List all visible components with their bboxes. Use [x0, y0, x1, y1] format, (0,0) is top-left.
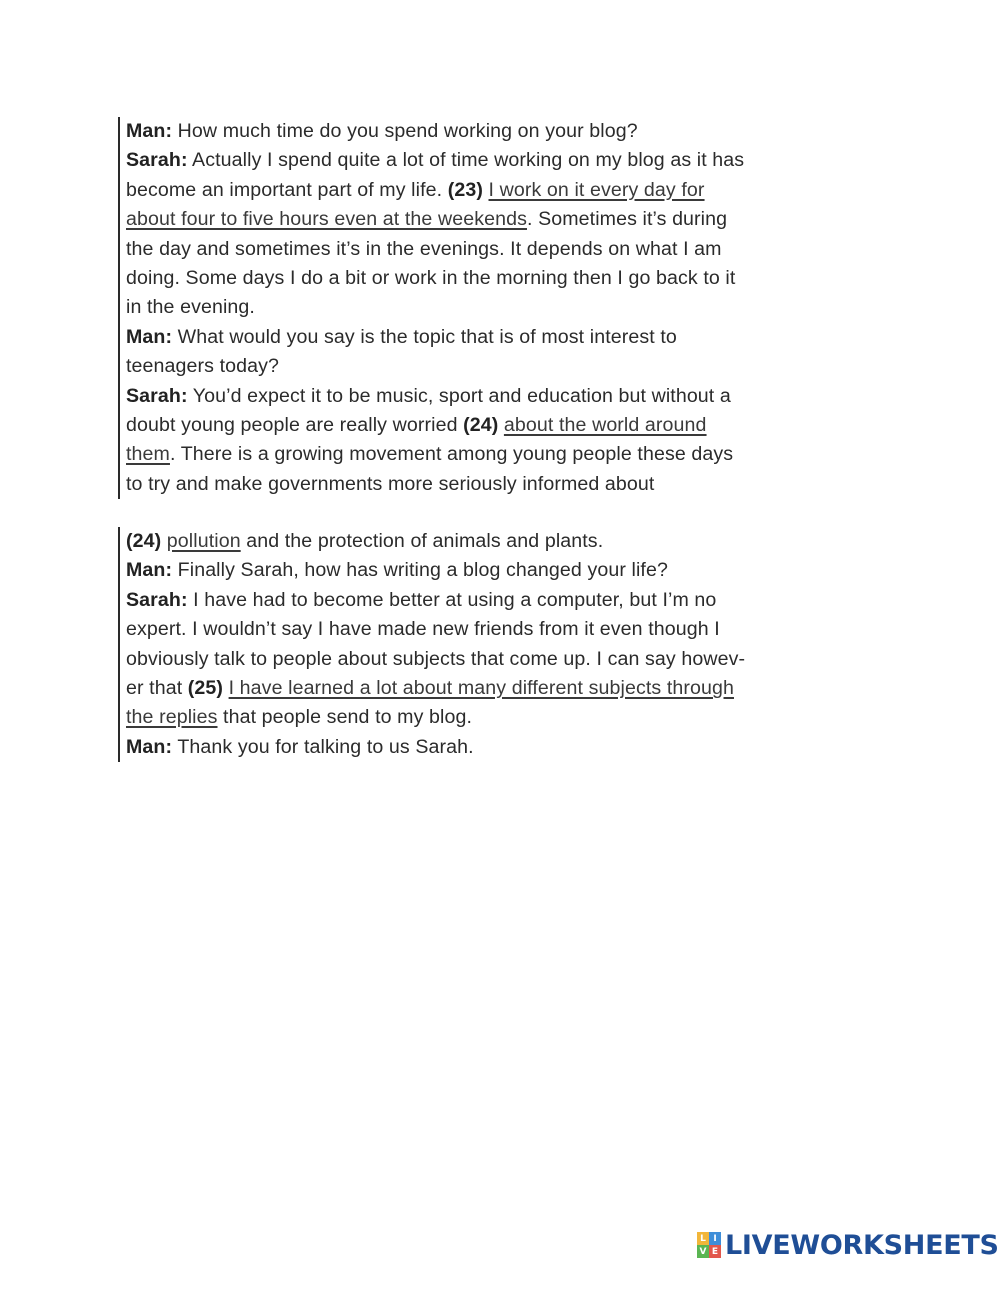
transcript-line — [126, 117, 866, 146]
transcript-text: . Sometimes it’s during — [527, 208, 728, 231]
transcript-line — [126, 645, 886, 674]
transcript-line — [126, 470, 866, 499]
transcript-text: Finally Sarah, how has writing a blog changed your life? — [172, 559, 668, 582]
transcript-line — [126, 176, 866, 205]
transcript-line — [126, 264, 866, 293]
transcript-line — [126, 205, 866, 234]
transcript-line — [126, 733, 886, 762]
speaker-label: Man: — [126, 120, 173, 142]
transcript-text: doing. Some days I do a bit or work in the morning then I go back to it — [126, 267, 736, 290]
transcript-line — [126, 382, 866, 411]
transcript-text: Actually I spend quite a lot of time working on my blog as it has — [187, 149, 745, 172]
transcript-line — [126, 703, 886, 732]
transcript-text: Thank you for talking to us Sarah. — [172, 735, 474, 758]
underlined-answer: pollution — [166, 530, 241, 552]
transcript-line — [126, 586, 886, 615]
transcript-text: I have had to become better at using a computer, but I’m no — [187, 588, 717, 611]
speaker-label: Man: — [126, 559, 173, 582]
speaker-label: Man: — [126, 325, 173, 348]
speaker-label: Sarah: — [126, 588, 188, 611]
transcript-line — [126, 235, 866, 264]
transcript-line — [126, 293, 866, 322]
transcript-text: What would you say is the topic that is of most interest to — [172, 325, 677, 348]
transcript-line — [126, 352, 866, 381]
speaker-label: Sarah: — [126, 384, 188, 407]
question-number: (24) — [463, 414, 499, 437]
transcript-line — [126, 440, 866, 469]
transcript-line — [126, 556, 886, 585]
transcript-text: in the evening. — [126, 296, 255, 319]
underlined-answer: about the world around — [503, 414, 707, 437]
speaker-label: Sarah: — [126, 149, 188, 172]
logo-icon-letter: L — [697, 1232, 709, 1245]
transcript-text: to try and make governments more seriously informed about — [126, 472, 655, 495]
logo-text: LIVEWORKSHEETS — [725, 1229, 999, 1261]
transcript-part-1 — [118, 117, 866, 499]
transcript-line — [126, 411, 866, 440]
question-number: (24) — [126, 530, 162, 552]
underlined-answer: I have learned a lot about many different subjects through — [228, 677, 734, 700]
transcript-line — [126, 615, 886, 644]
transcript-line — [126, 323, 866, 352]
underlined-answer: about four to five hours even at the weekends — [126, 208, 527, 231]
question-number: (25) — [187, 677, 224, 700]
transcript-text: You’d expect it to be music, sport and education but without a — [187, 384, 731, 407]
speaker-label: Man: — [126, 735, 173, 758]
transcript-text: expert. I wouldn’t say I have made new friends from it even though I — [126, 618, 720, 641]
transcript-part-2 — [118, 527, 886, 762]
liveworksheets-logo-icon — [697, 1232, 721, 1258]
transcript-line — [126, 674, 886, 703]
transcript-text: become an important part of my life. — [126, 178, 448, 201]
transcript-text: obviously talk to people about subjects that come up. I can say howev- — [126, 647, 746, 670]
transcript-text: that people send to my blog. — [217, 706, 473, 729]
underlined-answer: I work on it every day for — [488, 178, 705, 201]
liveworksheets-logo[interactable] — [697, 1228, 999, 1262]
transcript-line — [126, 146, 866, 175]
underlined-answer: the replies — [126, 706, 218, 729]
transcript-text: er that — [126, 677, 188, 700]
logo-icon-letter: I — [709, 1232, 721, 1245]
transcript-line — [126, 527, 886, 556]
logo-icon-letter: V — [697, 1245, 709, 1258]
transcript-text: the day and sometimes it’s in the evenings. It depends on what I am — [126, 237, 722, 260]
question-number: (23) — [447, 178, 483, 201]
logo-icon-letter: E — [709, 1245, 721, 1258]
transcript-text: . There is a growing movement among young people these days — [169, 443, 734, 466]
transcript-text: How much time do you spend working on your blog? — [172, 120, 638, 142]
transcript-text: and the protection of animals and plants. — [240, 530, 604, 552]
underlined-answer: them — [126, 443, 170, 466]
transcript-text: teenagers today? — [126, 355, 280, 378]
transcript-text: doubt young people are really worried — [126, 414, 464, 437]
